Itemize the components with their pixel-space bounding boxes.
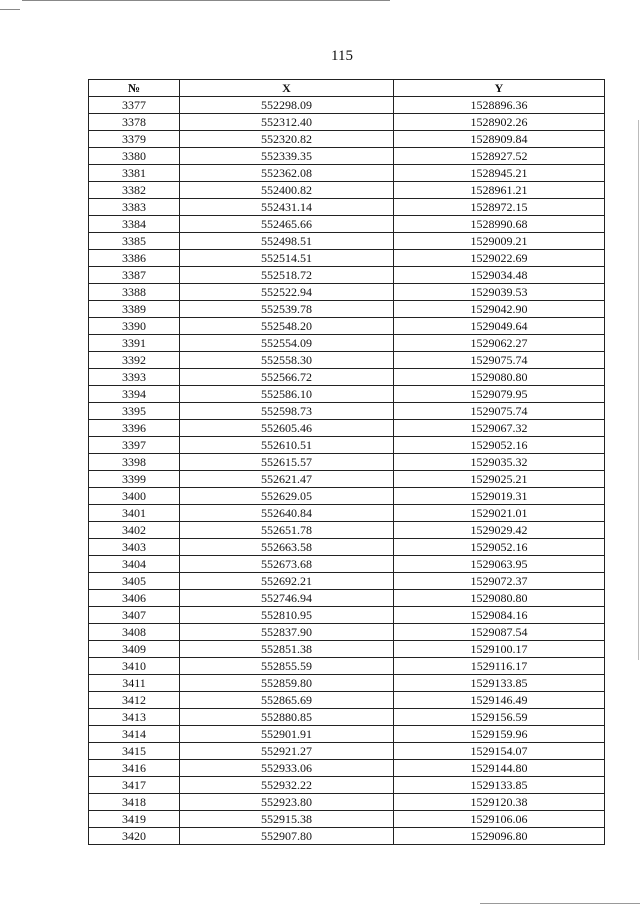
cell-x: 552663.58 xyxy=(180,539,394,556)
cell-y: 1529075.74 xyxy=(394,403,605,420)
cell-y: 1529106.06 xyxy=(394,811,605,828)
table-row xyxy=(89,216,605,233)
cell-y: 1529156.59 xyxy=(394,709,605,726)
table-row xyxy=(89,97,605,114)
table-row xyxy=(89,335,605,352)
table-row xyxy=(89,760,605,777)
table-row xyxy=(89,522,605,539)
cell-y: 1528927.52 xyxy=(394,148,605,165)
cell-y: 1529067.32 xyxy=(394,420,605,437)
cell-x: 552692.21 xyxy=(180,573,394,590)
cell-y: 1529029.42 xyxy=(394,522,605,539)
cell-number: 3412 xyxy=(89,692,180,709)
cell-x: 552810.95 xyxy=(180,607,394,624)
cell-number: 3398 xyxy=(89,454,180,471)
cell-x: 552514.51 xyxy=(180,250,394,267)
cell-number: 3416 xyxy=(89,760,180,777)
table-row xyxy=(89,318,605,335)
table-row xyxy=(89,165,605,182)
table-row xyxy=(89,233,605,250)
cell-y: 1529133.85 xyxy=(394,777,605,794)
cell-y: 1529116.17 xyxy=(394,658,605,675)
cell-number: 3405 xyxy=(89,573,180,590)
table-row xyxy=(89,403,605,420)
cell-x: 552865.69 xyxy=(180,692,394,709)
cell-x: 552640.84 xyxy=(180,505,394,522)
cell-x: 552859.80 xyxy=(180,675,394,692)
cell-number: 3399 xyxy=(89,471,180,488)
scan-edge-line xyxy=(638,120,639,660)
cell-y: 1529063.95 xyxy=(394,556,605,573)
cell-y: 1529072.37 xyxy=(394,573,605,590)
table-row xyxy=(89,250,605,267)
cell-x: 552339.35 xyxy=(180,148,394,165)
cell-number: 3387 xyxy=(89,267,180,284)
cell-y: 1529009.21 xyxy=(394,233,605,250)
cell-y: 1529062.27 xyxy=(394,335,605,352)
table-row xyxy=(89,675,605,692)
cell-y: 1529034.48 xyxy=(394,267,605,284)
table-row xyxy=(89,607,605,624)
cell-y: 1529021.01 xyxy=(394,505,605,522)
cell-x: 552746.94 xyxy=(180,590,394,607)
cell-number: 3381 xyxy=(89,165,180,182)
cell-x: 552312.40 xyxy=(180,114,394,131)
scan-edge-line xyxy=(22,0,390,1)
cell-x: 552320.82 xyxy=(180,131,394,148)
cell-number: 3396 xyxy=(89,420,180,437)
cell-number: 3390 xyxy=(89,318,180,335)
cell-number: 3388 xyxy=(89,284,180,301)
cell-x: 552651.78 xyxy=(180,522,394,539)
scan-edge-line xyxy=(0,9,20,10)
cell-x: 552518.72 xyxy=(180,267,394,284)
cell-y: 1528909.84 xyxy=(394,131,605,148)
table-row xyxy=(89,709,605,726)
cell-number: 3393 xyxy=(89,369,180,386)
table-row xyxy=(89,352,605,369)
cell-number: 3400 xyxy=(89,488,180,505)
column-header-x: X xyxy=(180,80,394,97)
cell-y: 1529154.07 xyxy=(394,743,605,760)
table-row xyxy=(89,624,605,641)
cell-number: 3380 xyxy=(89,148,180,165)
table-row xyxy=(89,726,605,743)
cell-number: 3415 xyxy=(89,743,180,760)
table-row xyxy=(89,301,605,318)
cell-number: 3379 xyxy=(89,131,180,148)
cell-x: 552431.14 xyxy=(180,199,394,216)
cell-x: 552566.72 xyxy=(180,369,394,386)
cell-x: 552907.80 xyxy=(180,828,394,845)
cell-y: 1529100.17 xyxy=(394,641,605,658)
cell-x: 552933.06 xyxy=(180,760,394,777)
table-row xyxy=(89,658,605,675)
cell-number: 3385 xyxy=(89,233,180,250)
cell-y: 1529159.96 xyxy=(394,726,605,743)
cell-x: 552465.66 xyxy=(180,216,394,233)
cell-number: 3411 xyxy=(89,675,180,692)
cell-number: 3391 xyxy=(89,335,180,352)
cell-y: 1528990.68 xyxy=(394,216,605,233)
cell-y: 1529084.16 xyxy=(394,607,605,624)
table-row xyxy=(89,794,605,811)
cell-number: 3419 xyxy=(89,811,180,828)
cell-number: 3413 xyxy=(89,709,180,726)
cell-y: 1528972.15 xyxy=(394,199,605,216)
cell-number: 3389 xyxy=(89,301,180,318)
cell-number: 3392 xyxy=(89,352,180,369)
table-row xyxy=(89,199,605,216)
cell-x: 552558.30 xyxy=(180,352,394,369)
cell-number: 3384 xyxy=(89,216,180,233)
table-row xyxy=(89,437,605,454)
cell-y: 1529080.80 xyxy=(394,369,605,386)
coordinates-table xyxy=(88,79,605,845)
cell-x: 552610.51 xyxy=(180,437,394,454)
table-row xyxy=(89,743,605,760)
cell-y: 1529035.32 xyxy=(394,454,605,471)
cell-x: 552629.05 xyxy=(180,488,394,505)
cell-x: 552932.22 xyxy=(180,777,394,794)
cell-x: 552605.46 xyxy=(180,420,394,437)
cell-number: 3386 xyxy=(89,250,180,267)
page-number: 115 xyxy=(331,48,353,64)
cell-number: 3404 xyxy=(89,556,180,573)
table-row xyxy=(89,777,605,794)
cell-x: 552400.82 xyxy=(180,182,394,199)
table-row xyxy=(89,590,605,607)
cell-number: 3406 xyxy=(89,590,180,607)
cell-y: 1529025.21 xyxy=(394,471,605,488)
cell-y: 1529039.53 xyxy=(394,284,605,301)
cell-y: 1529075.74 xyxy=(394,352,605,369)
cell-number: 3407 xyxy=(89,607,180,624)
cell-x: 552851.38 xyxy=(180,641,394,658)
column-header-y: Y xyxy=(394,80,605,97)
cell-number: 3395 xyxy=(89,403,180,420)
cell-x: 552921.27 xyxy=(180,743,394,760)
table-row xyxy=(89,267,605,284)
scan-edge-line xyxy=(480,903,640,904)
cell-x: 552586.10 xyxy=(180,386,394,403)
table-body xyxy=(89,97,605,845)
table-row xyxy=(89,369,605,386)
cell-x: 552522.94 xyxy=(180,284,394,301)
cell-x: 552498.51 xyxy=(180,233,394,250)
cell-number: 3418 xyxy=(89,794,180,811)
cell-x: 552915.38 xyxy=(180,811,394,828)
cell-x: 552362.08 xyxy=(180,165,394,182)
column-header-number: № xyxy=(89,80,180,97)
table-row xyxy=(89,454,605,471)
cell-number: 3378 xyxy=(89,114,180,131)
cell-y: 1528896.36 xyxy=(394,97,605,114)
table-row xyxy=(89,811,605,828)
cell-number: 3401 xyxy=(89,505,180,522)
cell-y: 1529144.80 xyxy=(394,760,605,777)
cell-number: 3410 xyxy=(89,658,180,675)
cell-x: 552673.68 xyxy=(180,556,394,573)
cell-y: 1529096.80 xyxy=(394,828,605,845)
table-header-row xyxy=(89,80,605,97)
cell-y: 1528902.26 xyxy=(394,114,605,131)
cell-x: 552621.47 xyxy=(180,471,394,488)
table-row xyxy=(89,828,605,845)
cell-number: 3408 xyxy=(89,624,180,641)
cell-x: 552837.90 xyxy=(180,624,394,641)
table-row xyxy=(89,284,605,301)
cell-number: 3394 xyxy=(89,386,180,403)
table-row xyxy=(89,573,605,590)
table-row xyxy=(89,114,605,131)
cell-y: 1529052.16 xyxy=(394,539,605,556)
cell-x: 552539.78 xyxy=(180,301,394,318)
table-row xyxy=(89,182,605,199)
cell-x: 552901.91 xyxy=(180,726,394,743)
cell-x: 552880.85 xyxy=(180,709,394,726)
cell-y: 1529079.95 xyxy=(394,386,605,403)
cell-y: 1529022.69 xyxy=(394,250,605,267)
cell-y: 1529120.38 xyxy=(394,794,605,811)
table-row xyxy=(89,641,605,658)
table-row xyxy=(89,131,605,148)
cell-y: 1529146.49 xyxy=(394,692,605,709)
table-row xyxy=(89,556,605,573)
cell-number: 3414 xyxy=(89,726,180,743)
cell-y: 1529052.16 xyxy=(394,437,605,454)
cell-y: 1529087.54 xyxy=(394,624,605,641)
cell-number: 3397 xyxy=(89,437,180,454)
table-row xyxy=(89,420,605,437)
cell-number: 3402 xyxy=(89,522,180,539)
table-row xyxy=(89,148,605,165)
cell-number: 3417 xyxy=(89,777,180,794)
cell-y: 1529133.85 xyxy=(394,675,605,692)
cell-x: 552554.09 xyxy=(180,335,394,352)
cell-number: 3377 xyxy=(89,97,180,114)
table-row xyxy=(89,692,605,709)
table-row xyxy=(89,386,605,403)
cell-x: 552855.59 xyxy=(180,658,394,675)
cell-x: 552298.09 xyxy=(180,97,394,114)
cell-number: 3420 xyxy=(89,828,180,845)
cell-y: 1528945.21 xyxy=(394,165,605,182)
table-row xyxy=(89,505,605,522)
cell-number: 3403 xyxy=(89,539,180,556)
cell-y: 1529042.90 xyxy=(394,301,605,318)
cell-y: 1528961.21 xyxy=(394,182,605,199)
table-row xyxy=(89,471,605,488)
cell-number: 3409 xyxy=(89,641,180,658)
cell-y: 1529019.31 xyxy=(394,488,605,505)
cell-x: 552548.20 xyxy=(180,318,394,335)
table-row xyxy=(89,539,605,556)
table-row xyxy=(89,488,605,505)
cell-x: 552923.80 xyxy=(180,794,394,811)
cell-x: 552598.73 xyxy=(180,403,394,420)
cell-x: 552615.57 xyxy=(180,454,394,471)
cell-y: 1529049.64 xyxy=(394,318,605,335)
cell-number: 3383 xyxy=(89,199,180,216)
cell-y: 1529080.80 xyxy=(394,590,605,607)
cell-number: 3382 xyxy=(89,182,180,199)
